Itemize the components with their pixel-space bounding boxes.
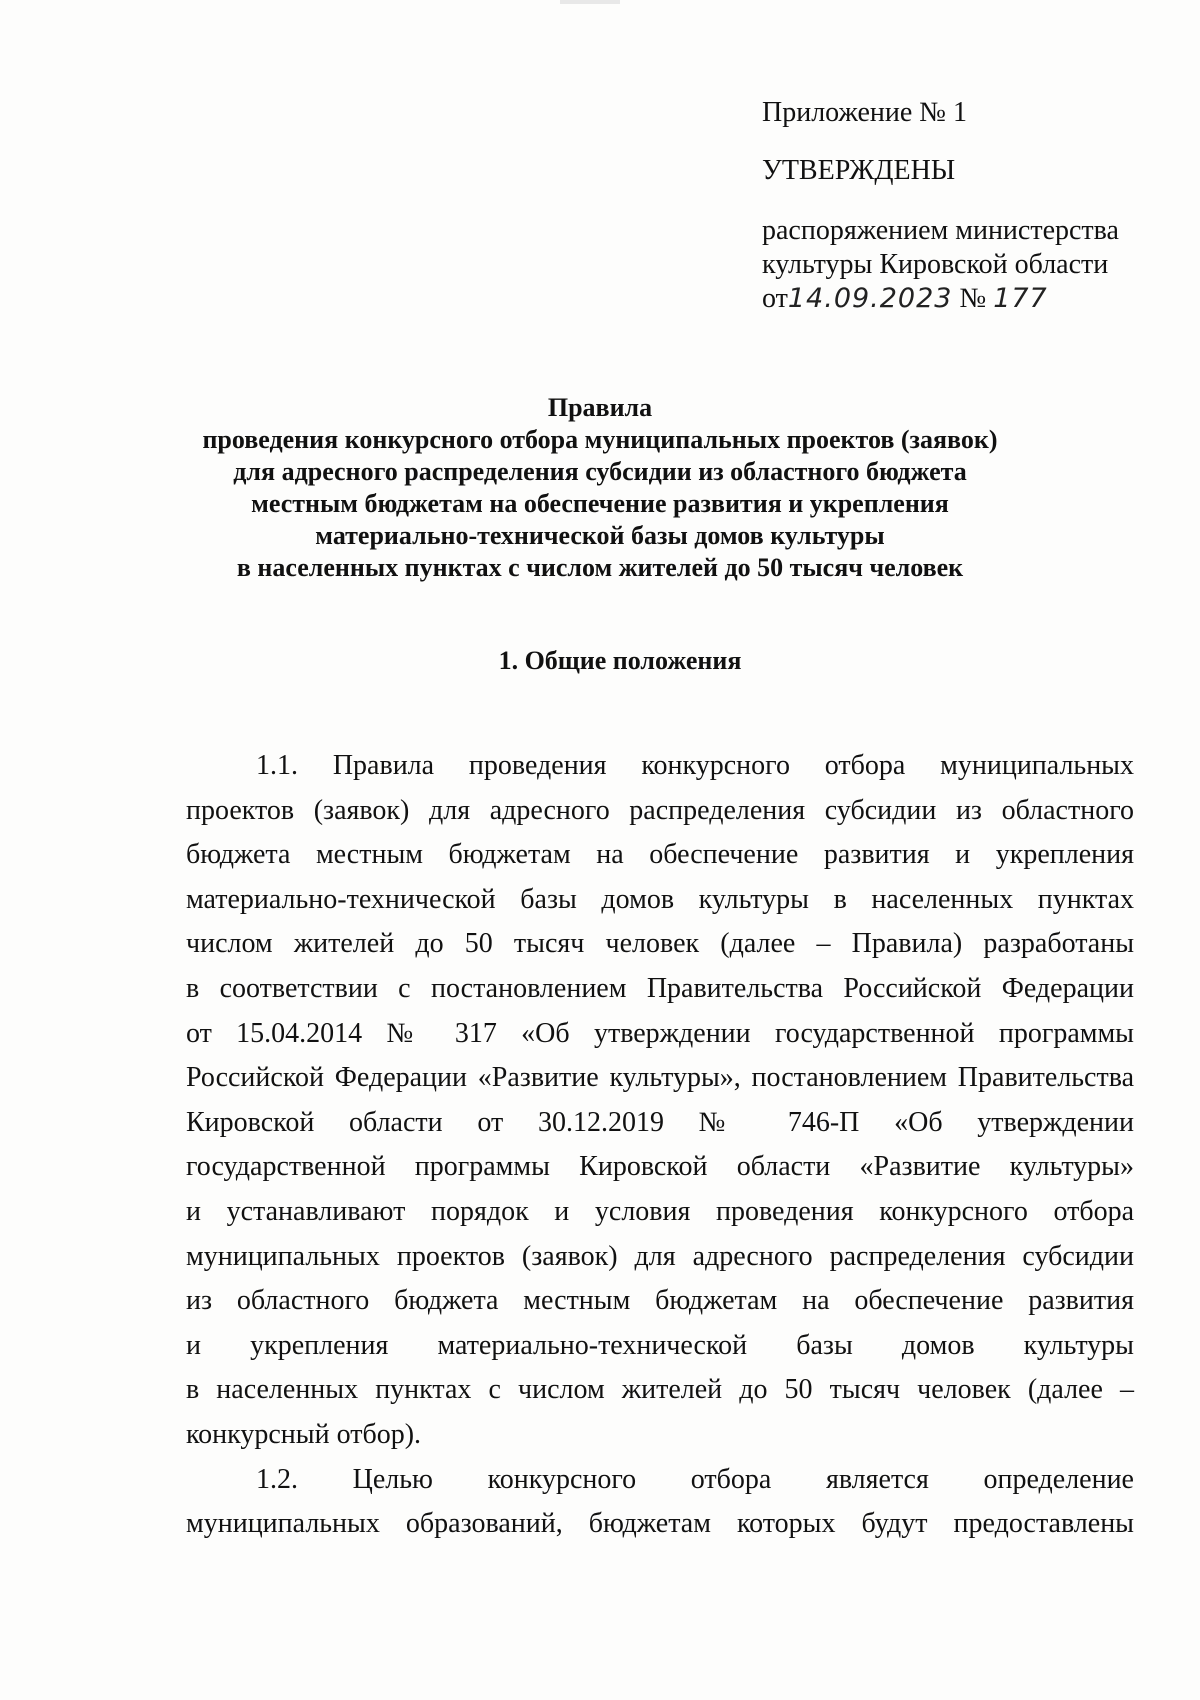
- section-heading: 1. Общие положения: [498, 646, 742, 675]
- title-heading: Правила: [547, 393, 653, 422]
- body-line: бюджета местным бюджетам на обеспечение развития и укрепления: [186, 839, 1134, 871]
- title-line: местным бюджетам на обеспечение развития и укрепления: [251, 489, 949, 518]
- appendix-label: Приложение № 1: [762, 97, 967, 128]
- scan-artifact: [560, 0, 620, 4]
- body-line: муниципальных образований, бюджетам которых будут предоставлены: [186, 1508, 1134, 1540]
- title-line: проведения конкурсного отбора муниципальных проектов (заявок): [202, 425, 998, 454]
- title-line: материально-технической базы домов культуры: [315, 521, 885, 550]
- body-line: Российской Федерации «Развитие культуры», постановлением Правительства: [186, 1062, 1134, 1094]
- body-line: проектов (заявок) для адресного распределения субсидии из областного: [186, 794, 1134, 826]
- body-line: в соответствии с постановлением Правительства Российской Федерации: [186, 972, 1134, 1004]
- body-line: и устанавливают порядок и условия проведения конкурсного отбора: [186, 1195, 1134, 1227]
- from-prefix: от: [762, 283, 788, 314]
- body-line: материально-технической базы домов культуры в населенных пунктах: [186, 883, 1134, 915]
- document-title: [150, 392, 1050, 584]
- body-line: муниципальных проектов (заявок) для адресного распределения субсидии: [186, 1240, 1134, 1272]
- approval-line-2: культуры Кировской области: [762, 249, 1109, 280]
- body-line: государственной программы Кировской области «Развитие культуры»: [186, 1151, 1134, 1183]
- body-line: 1.2. Целью конкурсного отбора является определение: [256, 1463, 1134, 1495]
- handwritten-date: 14.09.2023: [787, 283, 953, 314]
- title-line: в населенных пунктах с числом жителей до 50 тысяч человек: [236, 553, 964, 582]
- body-line: в населенных пунктах с числом жителей до 50 тысяч человек (далее –: [186, 1374, 1134, 1406]
- approval-block: [762, 96, 1162, 316]
- body-line: конкурсный отбор).: [186, 1418, 422, 1450]
- body-line: из областного бюджета местным бюджетам на обеспечение развития: [186, 1285, 1134, 1317]
- title-line: для адресного распределения субсидии из областного бюджета: [233, 457, 967, 486]
- approval-date-line: [762, 282, 1162, 316]
- approval-line-1: распоряжением министерства: [762, 215, 1119, 246]
- body-line: 1.1. Правила проведения конкурсного отбора муниципальных: [256, 750, 1134, 781]
- body-line: от 15.04.2014 № 317 «Об утверждении государственной программы: [186, 1017, 1134, 1049]
- body-line: и укрепления материально-технической базы домов культуры: [186, 1329, 1134, 1361]
- body-line: Кировской области от 30.12.2019 № 746-П «Об утверждении: [186, 1106, 1134, 1138]
- body-text: [186, 744, 1134, 1547]
- number-sign: №: [959, 283, 987, 314]
- handwritten-number: 177: [993, 283, 1048, 314]
- approved-label: УТВЕРЖДЕНЫ: [762, 155, 956, 186]
- body-line: числом жителей до 50 тысяч человек (далее – Правила) разработаны: [186, 928, 1134, 960]
